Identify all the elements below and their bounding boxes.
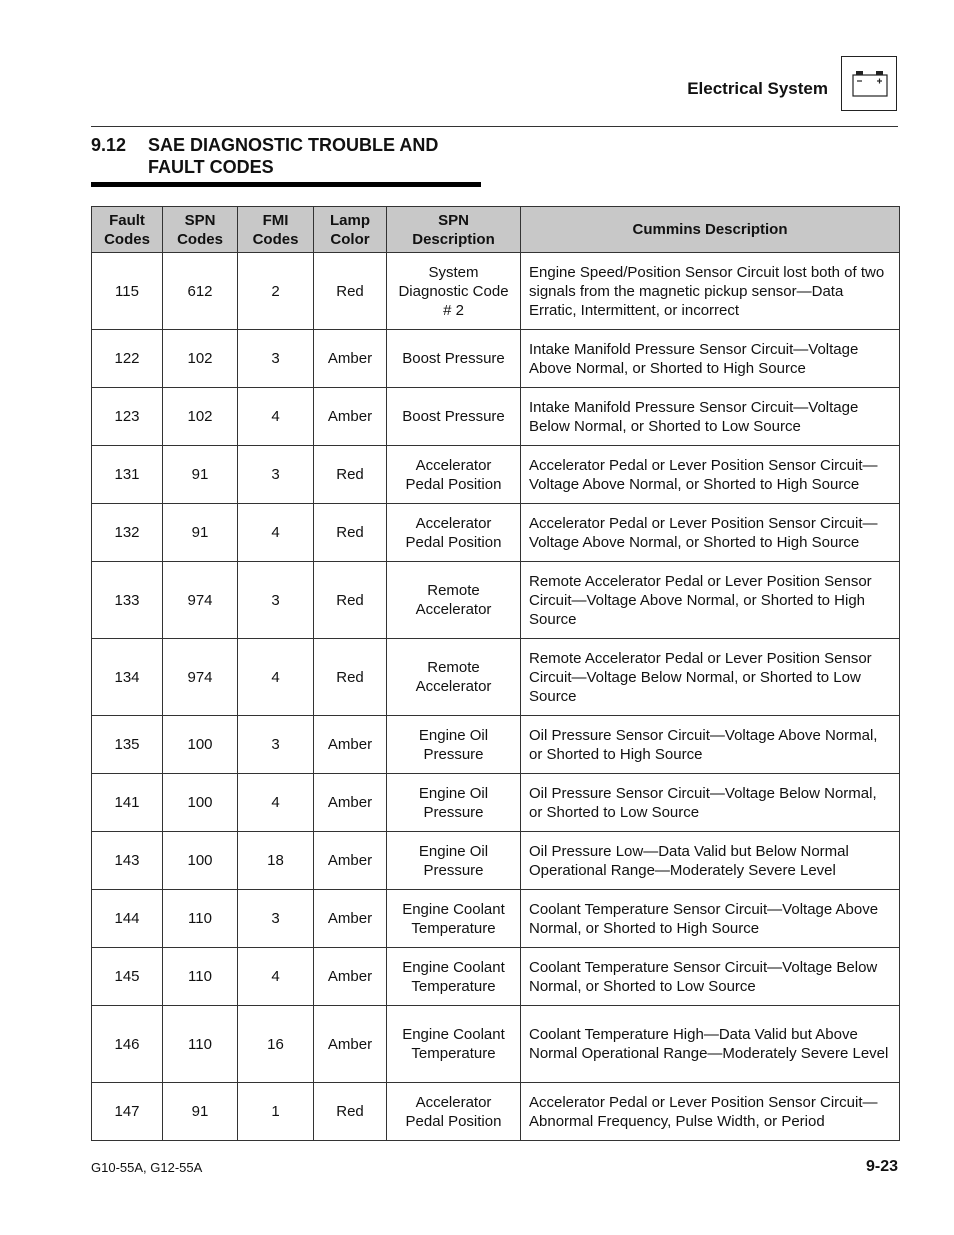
cell-fmi-code: 16	[238, 1006, 314, 1083]
cell-spn-description: Engine Oil Pressure	[387, 774, 521, 832]
cell-spn-description: Boost Pressure	[387, 330, 521, 388]
cell-fmi-code: 3	[238, 716, 314, 774]
cell-lamp-color: Red	[314, 446, 387, 504]
cell-cummins-description: Intake Manifold Pressure Sensor Circuit—Voltage Above Normal, or Shorted to High Source	[521, 330, 900, 388]
cell-fmi-code: 4	[238, 948, 314, 1006]
cell-fault-code: 123	[92, 388, 163, 446]
col-spn-description: SPN Description	[387, 207, 521, 253]
col-lamp-color: Lamp Color	[314, 207, 387, 253]
cell-fmi-code: 3	[238, 562, 314, 639]
cell-spn-code: 974	[163, 562, 238, 639]
col-fault-codes: Fault Codes	[92, 207, 163, 253]
cell-spn-code: 102	[163, 388, 238, 446]
page-number: 9-23	[865, 1158, 898, 1175]
table-row	[92, 639, 900, 716]
cell-lamp-color: Red	[314, 253, 387, 330]
battery-icon-box	[841, 56, 897, 111]
cell-cummins-description: Engine Speed/Position Sensor Circuit lost both of two signals from the magnetic pickup sensor—Data Erratic, Intermittent, or incorrect	[521, 253, 900, 330]
battery-icon	[852, 71, 888, 97]
cell-fmi-code: 3	[238, 446, 314, 504]
cell-fmi-code: 1	[238, 1083, 314, 1141]
cell-fmi-code: 4	[238, 774, 314, 832]
table-row	[92, 253, 900, 330]
cell-fault-code: 115	[92, 253, 163, 330]
cell-lamp-color: Red	[314, 1083, 387, 1141]
cell-spn-description: Remote Accelerator	[387, 562, 521, 639]
cell-spn-description: Engine Coolant Temperature	[387, 1006, 521, 1083]
cell-lamp-color: Amber	[314, 774, 387, 832]
cell-cummins-description: Oil Pressure Low—Data Valid but Below Normal Operational Range—Moderately Severe Level	[521, 832, 900, 890]
cell-fault-code: 145	[92, 948, 163, 1006]
cell-fault-code: 147	[92, 1083, 163, 1141]
table-row	[92, 1006, 900, 1083]
table-row	[92, 716, 900, 774]
cell-cummins-description: Oil Pressure Sensor Circuit—Voltage Above Normal, or Shorted to High Source	[521, 716, 900, 774]
cell-spn-code: 91	[163, 446, 238, 504]
cell-fmi-code: 2	[238, 253, 314, 330]
cell-cummins-description: Remote Accelerator Pedal or Lever Position Sensor Circuit—Voltage Below Normal, or Shorted to Low Source	[521, 639, 900, 716]
col-spn-codes: SPN Codes	[163, 207, 238, 253]
header-title: Electrical System	[687, 79, 828, 98]
cell-fmi-code: 3	[238, 890, 314, 948]
cell-fault-code: 133	[92, 562, 163, 639]
cell-cummins-description: Coolant Temperature High—Data Valid but Above Normal Operational Range—Moderately Severe Level	[521, 1006, 900, 1083]
cell-lamp-color: Amber	[314, 948, 387, 1006]
cell-cummins-description: Intake Manifold Pressure Sensor Circuit—Voltage Below Normal, or Shorted to Low Source	[521, 388, 900, 446]
cell-fault-code: 134	[92, 639, 163, 716]
cell-fault-code: 132	[92, 504, 163, 562]
cell-spn-code: 91	[163, 504, 238, 562]
section-number: 9.12	[91, 135, 127, 155]
cell-fault-code: 141	[92, 774, 163, 832]
cell-spn-code: 100	[163, 774, 238, 832]
cell-spn-description: Accelerator Pedal Position	[387, 446, 521, 504]
cell-fmi-code: 18	[238, 832, 314, 890]
fault-codes-table	[91, 206, 900, 1141]
cell-spn-description: Engine Oil Pressure	[387, 716, 521, 774]
cell-cummins-description: Accelerator Pedal or Lever Position Sensor Circuit—Voltage Above Normal, or Shorted to High Source	[521, 446, 900, 504]
cell-spn-code: 110	[163, 1006, 238, 1083]
cell-spn-code: 110	[163, 890, 238, 948]
cell-cummins-description: Remote Accelerator Pedal or Lever Position Sensor Circuit—Voltage Above Normal, or Shorted to High Source	[521, 562, 900, 639]
cell-spn-description: Accelerator Pedal Position	[387, 1083, 521, 1141]
cell-cummins-description: Accelerator Pedal or Lever Position Sensor Circuit—Voltage Above Normal, or Shorted to High Source	[521, 504, 900, 562]
cell-fault-code: 131	[92, 446, 163, 504]
cell-cummins-description: Coolant Temperature Sensor Circuit—Voltage Above Normal, or Shorted to High Source	[521, 890, 900, 948]
cell-fmi-code: 4	[238, 504, 314, 562]
cell-lamp-color: Red	[314, 562, 387, 639]
header-rule	[91, 126, 898, 127]
cell-spn-description: Accelerator Pedal Position	[387, 504, 521, 562]
cell-spn-code: 91	[163, 1083, 238, 1141]
section-title: SAE DIAGNOSTIC TROUBLE AND FAULT CODES	[148, 135, 439, 177]
footer-model: G10-55A, G12-55A	[91, 1160, 203, 1175]
cell-fault-code: 146	[92, 1006, 163, 1083]
cell-spn-code: 100	[163, 716, 238, 774]
table-body	[92, 253, 900, 1141]
cell-fault-code: 144	[92, 890, 163, 948]
table-row	[92, 504, 900, 562]
cell-cummins-description: Oil Pressure Sensor Circuit—Voltage Below Normal, or Shorted to Low Source	[521, 774, 900, 832]
cell-spn-description: Engine Coolant Temperature	[387, 948, 521, 1006]
cell-lamp-color: Amber	[314, 716, 387, 774]
cell-spn-code: 612	[163, 253, 238, 330]
cell-cummins-description: Accelerator Pedal or Lever Position Sensor Circuit—Abnormal Frequency, Pulse Width, or Period	[521, 1083, 900, 1141]
cell-spn-code: 100	[163, 832, 238, 890]
cell-lamp-color: Amber	[314, 330, 387, 388]
cell-spn-code: 102	[163, 330, 238, 388]
cell-lamp-color: Amber	[314, 890, 387, 948]
cell-spn-description: Engine Oil Pressure	[387, 832, 521, 890]
cell-spn-code: 110	[163, 948, 238, 1006]
cell-cummins-description: Coolant Temperature Sensor Circuit—Voltage Below Normal, or Shorted to Low Source	[521, 948, 900, 1006]
cell-spn-description: Remote Accelerator	[387, 639, 521, 716]
table-row	[92, 890, 900, 948]
cell-lamp-color: Red	[314, 639, 387, 716]
table-row	[92, 562, 900, 639]
cell-lamp-color: Amber	[314, 832, 387, 890]
table-row	[92, 388, 900, 446]
table-row	[92, 446, 900, 504]
table-row	[92, 774, 900, 832]
cell-spn-code: 974	[163, 639, 238, 716]
cell-fmi-code: 3	[238, 330, 314, 388]
cell-fault-code: 122	[92, 330, 163, 388]
cell-lamp-color: Red	[314, 504, 387, 562]
section-rule	[91, 182, 481, 187]
cell-lamp-color: Amber	[314, 1006, 387, 1083]
cell-fault-code: 143	[92, 832, 163, 890]
cell-fault-code: 135	[92, 716, 163, 774]
cell-fmi-code: 4	[238, 639, 314, 716]
cell-fmi-code: 4	[238, 388, 314, 446]
col-fmi-codes: FMI Codes	[238, 207, 314, 253]
col-cummins-description: Cummins Description	[521, 207, 900, 253]
cell-lamp-color: Amber	[314, 388, 387, 446]
cell-spn-description: System Diagnostic Code # 2	[387, 253, 521, 330]
cell-spn-description: Boost Pressure	[387, 388, 521, 446]
table-row	[92, 1083, 900, 1141]
table-row	[92, 330, 900, 388]
table-row	[92, 832, 900, 890]
cell-spn-description: Engine Coolant Temperature	[387, 890, 521, 948]
table-row	[92, 948, 900, 1006]
table-header-row	[92, 207, 900, 253]
